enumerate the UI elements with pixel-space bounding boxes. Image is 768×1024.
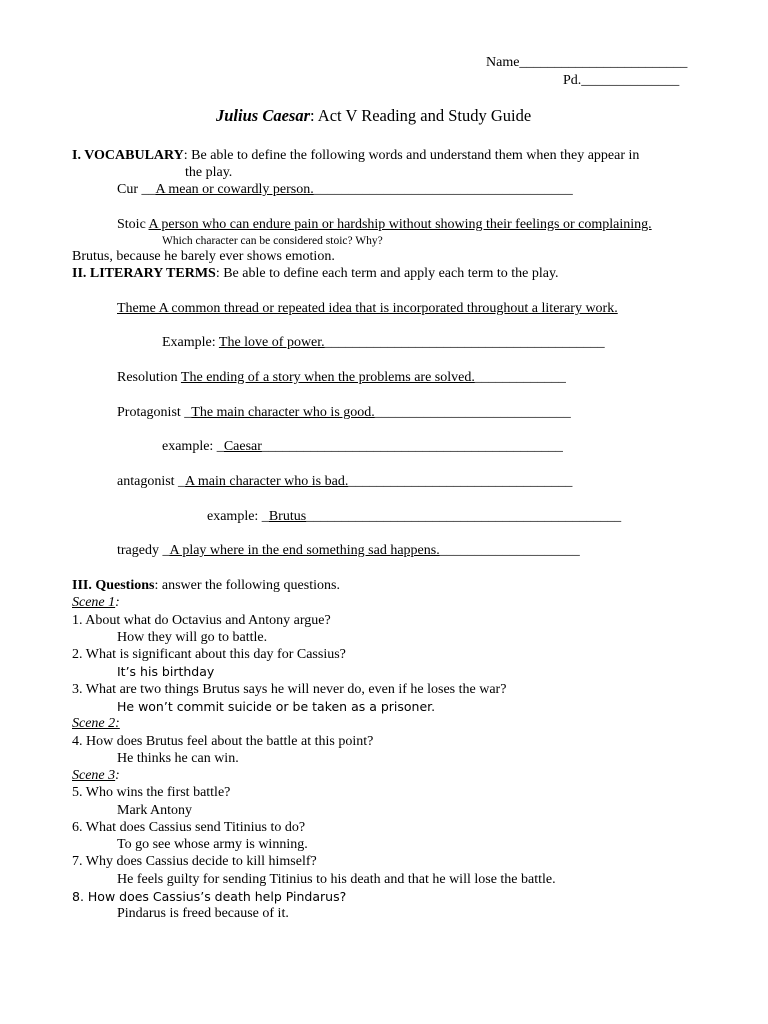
- stoic-label: Stoic: [117, 217, 149, 232]
- protagonist-example: [162, 438, 563, 455]
- answer-1: How they will go to battle.: [117, 630, 268, 645]
- question-1: 1. About what do Octavius and Antony argue?: [72, 613, 331, 628]
- scene2-heading: Scene 2:: [72, 716, 120, 731]
- vocab-heading-line: [72, 147, 639, 164]
- question-8: 8. How does Cassius’s death help Pindarus?: [72, 889, 347, 904]
- vocab-cur: [117, 181, 573, 198]
- antagonist-example-label: example: _: [207, 509, 269, 524]
- antagonist-example-blank: _____________________________________________: [306, 509, 622, 524]
- protagonist-definition: The main character who is good.: [191, 405, 375, 420]
- answer-4: He thinks he can win.: [117, 751, 239, 766]
- answer-7: He feels guilty for sending Titinius to his death and that he will lose the battle.: [117, 872, 556, 887]
- name-field[interactable]: Name________________________: [486, 55, 688, 70]
- vocab-intro-cont: the play.: [185, 165, 233, 180]
- vocab-intro: : Be able to define the following words and understand them when they appear in: [183, 148, 640, 163]
- answer-6: To go see whose army is winning.: [117, 837, 308, 852]
- question-2: 2. What is significant about this day for Cassius?: [72, 647, 346, 662]
- question-7: 7. Why does Cassius decide to kill himself?: [72, 854, 317, 869]
- question-3: 3. What are two things Brutus says he will never do, even if he loses the war?: [72, 682, 507, 697]
- theme-definition: Theme A common thread or repeated idea that is incorporated throughout a literary work.: [117, 301, 618, 316]
- question-6: 6. What does Cassius send Titinius to do?: [72, 820, 306, 835]
- theme-example-blank: ________________________________________: [324, 335, 605, 350]
- vocab-stoic: [117, 216, 652, 233]
- literary-heading-line: [72, 265, 559, 282]
- tragedy-blank: ____________________: [439, 543, 580, 558]
- stoic-answer: Brutus, because he barely ever shows emotion.: [72, 249, 335, 264]
- question-5: 5. Who wins the first battle?: [72, 785, 231, 800]
- resolution-blank: _____________: [474, 370, 566, 385]
- vocab-heading: I. VOCABULARY: [72, 148, 184, 163]
- answer-3: He won’t commit suicide or be taken as a prisoner.: [117, 699, 436, 714]
- antagonist-blank: ________________________________: [348, 474, 573, 489]
- cur-definition: A mean or cowardly person.: [155, 182, 314, 197]
- answer-2: It’s his birthday: [117, 664, 215, 679]
- scene1-heading: Scene 1:: [72, 595, 120, 610]
- theme-example-label: Example:: [162, 335, 219, 350]
- resolution-term: [117, 369, 566, 386]
- questions-heading-line: [72, 577, 340, 594]
- cur-label: Cur __: [117, 182, 156, 197]
- answer-5: Mark Antony: [117, 803, 193, 818]
- tragedy-term: [117, 542, 580, 559]
- literary-heading: II. LITERARY TERMS: [72, 266, 216, 281]
- protagonist-label: Protagonist _: [117, 405, 192, 420]
- page-title: [216, 107, 531, 124]
- resolution-label: Resolution: [117, 370, 181, 385]
- antagonist-definition: A main character who is bad.: [185, 474, 349, 489]
- period-field[interactable]: Pd.______________: [563, 73, 680, 88]
- theme-example: [162, 334, 605, 351]
- antagonist-example: [207, 508, 621, 525]
- protagonist-example-label: example: _: [162, 439, 224, 454]
- antagonist-term: [117, 473, 572, 490]
- antagonist-example-value: Brutus: [268, 509, 307, 524]
- title-rest: : Act V Reading and Study Guide: [310, 106, 532, 125]
- protagonist-example-value: Caesar: [223, 439, 262, 454]
- cur-blank: _____________________________________: [313, 182, 573, 197]
- questions-heading: III. Questions: [72, 578, 155, 593]
- question-4: 4. How does Brutus feel about the battle at this point?: [72, 734, 374, 749]
- theme-example-value: The love of power.: [218, 335, 325, 350]
- title-work: Julius Caesar: [216, 106, 310, 125]
- protagonist-term: [117, 404, 571, 421]
- scene1-label: Scene 1: [72, 595, 116, 610]
- protagonist-example-blank: ___________________________________________: [261, 439, 563, 454]
- scene3-heading: Scene 3:: [72, 768, 120, 783]
- tragedy-definition: A play where in the end something sad happens.: [169, 543, 440, 558]
- resolution-definition: The ending of a story when the problems are solved.: [180, 370, 475, 385]
- protagonist-blank: ____________________________: [374, 405, 571, 420]
- antagonist-label: antagonist _: [117, 474, 186, 489]
- tragedy-label: tragedy _: [117, 543, 170, 558]
- answer-8: Pindarus is freed because of it.: [117, 906, 289, 921]
- stoic-question: Which character can be considered stoic? Why?: [162, 235, 383, 247]
- scene3-label: Scene 3: [72, 768, 116, 783]
- stoic-definition: A person who can endure pain or hardship without showing their feelings or complaining.: [148, 217, 652, 232]
- literary-intro: : Be able to define each term and apply each term to the play.: [215, 266, 559, 281]
- questions-intro: : answer the following questions.: [154, 578, 340, 593]
